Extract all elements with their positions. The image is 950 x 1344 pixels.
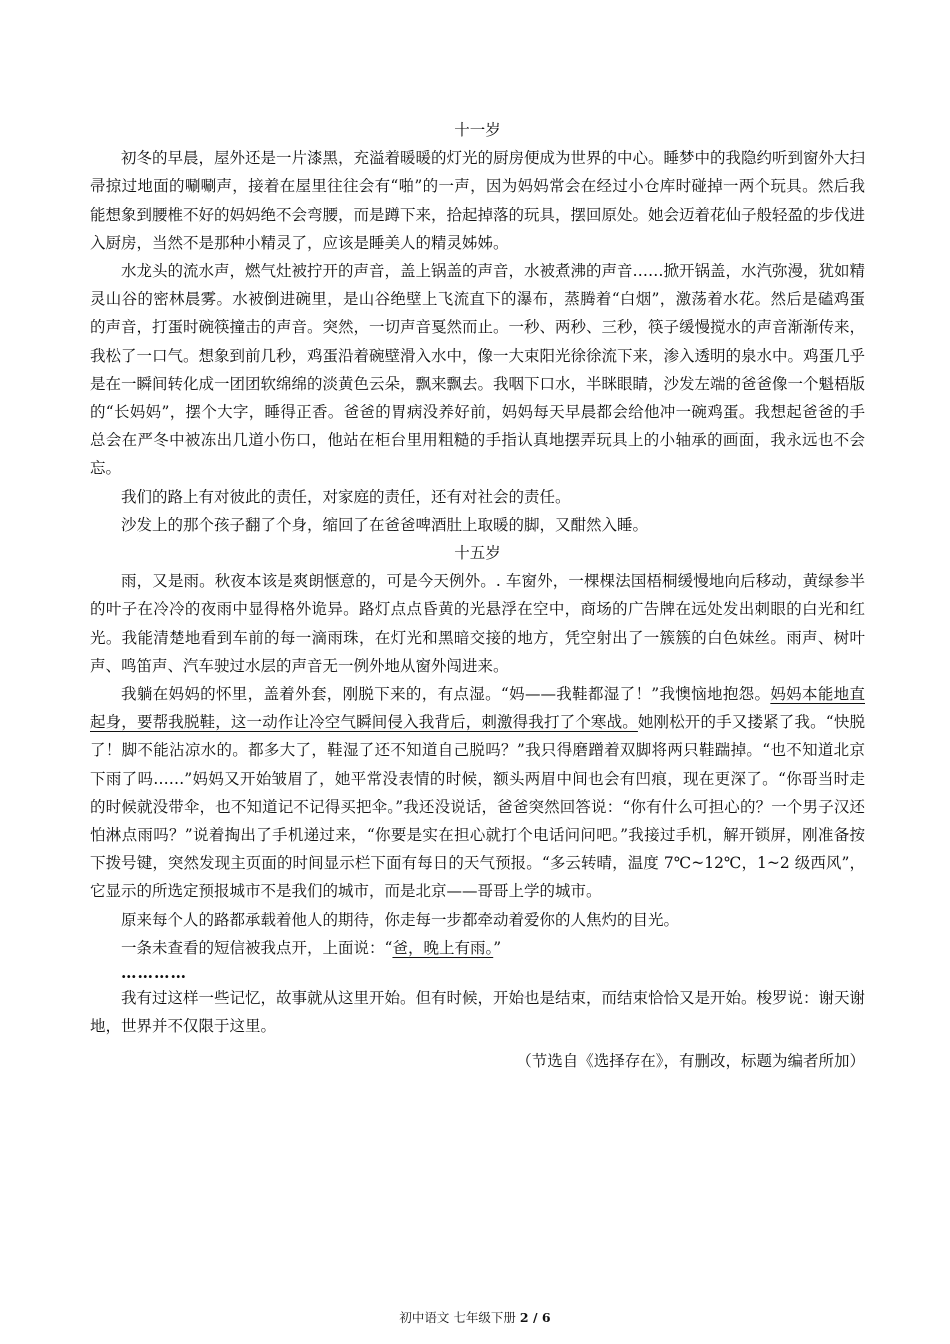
- paragraph: [90, 680, 865, 906]
- paragraph: [90, 934, 865, 962]
- page-footer: [0, 1308, 950, 1326]
- paragraph: 原来每个人的路都承载着他人的期待，你走每一步都牵动着爱你的人焦灼的目光。: [121, 910, 680, 929]
- paragraph: 水龙头的流水声，燃气灶被拧开的声音，盖上锅盖的声音，水被煮沸的声音……掀开锅盖，水汽弥漫，犹如精灵山谷的密林晨雾。水被倒进碗里，是山谷绝壁上飞流直下的瀑布，蒸腾着“白烟”，激荡着水花。然后是磕鸡蛋的声音，打蛋时碗筷撞击的声音。突然，一切声音戛然而止。一秒、两秒、三秒，筷子缓慢搅水的声音渐渐传来，我松了一口气。想象到前几秒，鸡蛋沿着碗壁滑入水中，像一大束阳光徐徐流下来，渗入透明的泉水中。鸡蛋几乎是在一瞬间转化成一团团软绵绵的淡黄色云朵，飘来飘去。我咽下口水，半眯眼睛，沙发左端的爸爸像一个魁梧版的“长妈妈”，摆个大字，睡得正香。爸爸的胃病没养好前，妈妈每天早晨都会给他冲一碗鸡蛋。我想起爸爸的手总会在严冬中被冻出几道小伤口，他站在柜台里用粗糙的手指认真地摆弄玩具上的小轴承的画面，我永远也不会忘。: [90, 262, 866, 478]
- text-run: ”: [493, 938, 502, 957]
- text-run: 一条未查看的短信被我点开，上面说：“: [121, 938, 393, 957]
- section-heading-fifteen: 十五岁: [454, 544, 501, 563]
- page-number: 2 / 6: [519, 1310, 551, 1325]
- ellipsis-separator: …………: [121, 963, 187, 983]
- source-note: （节选自《选择存在》，有删改，标题为编者所加）: [516, 1051, 865, 1070]
- underlined-message: 爸，晚上有雨。: [392, 938, 494, 957]
- paragraph: 雨，又是雨。秋夜本该是爽朗惬意的，可是今天例外。. 车窗外，一棵棵法国梧桐缓慢地向后移动，黄绿参半的叶子在冷冷的夜雨中显得格外诡异。路灯点点昏黄的光悬浮在空中，商场的广告牌在远处发出刺眼的白光和红光。我能清楚地看到车前的每一滴雨珠，在灯光和黑暗交接的地方，凭空射出了一簇簇的白色妹丝。雨声、树叶声、鸣笛声、汽车驶过水层的声音无一例外地从窗外闯进来。: [90, 572, 865, 675]
- article-body: [90, 116, 865, 1075]
- footer-title: 初中语文 七年级下册: [399, 1310, 516, 1325]
- text-run: 她刚松开的手又搂紧了我。“快脱了！脚不能沾凉水的。都多大了，鞋湿了还不知道自己脱吗？”我只得磨蹭着双脚将两只鞋踹掉。“也不知道北京下雨了吗……”妈妈又开始皱眉了，她平常没表情的时候，额头两眉中间也会有凹痕，现在更深了。“你哥当时走的时候就没带伞，也不知道记不记得买把伞。”我还没说话，爸爸突然回答说：“你有什么可担心的？一个男子汉还怕淋点雨吗？”说着掏出了手机递过来，“你要是实在担心就打个电话问问吧。”我接过手机，解开锁屏，刚准备按下拨号键，突然发现主页面的时间显示栏下面有每日的天气预报。“多云转晴，温度 7℃~12℃，1~2 级西风”，它显示的所选定预报城市不是我们的城市，而是北京——哥哥上学的城市。: [90, 713, 865, 901]
- paragraph: 沙发上的那个孩子翻了个身，缩回了在爸爸啤酒肚上取暖的脚，又酣然入睡。: [121, 515, 649, 534]
- underlined-sentence: 妈妈本能地直起身，要帮我脱鞋，这一动作让冷空气瞬间侵入我背后，刺激得我打了个寒战。: [90, 685, 865, 732]
- text-run: 我躺在妈妈的怀里，盖着外套，刚脱下来的，有点湿。“妈——我鞋都湿了！”我懊恼地抱怨。: [121, 685, 771, 704]
- paragraph: 我有过这样一些记忆，故事就从这里开始。但有时候，开始也是结束，而结束恰恰又是开始。梭罗说：谢天谢地，世界并不仅限于这里。: [90, 989, 866, 1036]
- paragraph: 初冬的早晨，屋外还是一片漆黑，充溢着暖暖的灯光的厨房便成为世界的中心。睡梦中的我隐约听到窗外大扫帚掠过地面的唰唰声，接着在屋里往往会有“啪”的一声，因为妈妈常会在经过小仓库时碰掉一两个玩具。然后我能想象到腰椎不好的妈妈绝不会弯腰，而是蹲下来，拾起掉落的玩具，摆回原处。她会迈着花仙子般轻盈的步伐进入厨房，当然不是那种小精灵了，应该是睡美人的精灵姊姊。: [90, 149, 866, 252]
- paragraph: 我们的路上有对彼此的责任，对家庭的责任，还有对社会的责任。: [121, 487, 571, 506]
- section-heading-eleven: 十一岁: [454, 121, 501, 139]
